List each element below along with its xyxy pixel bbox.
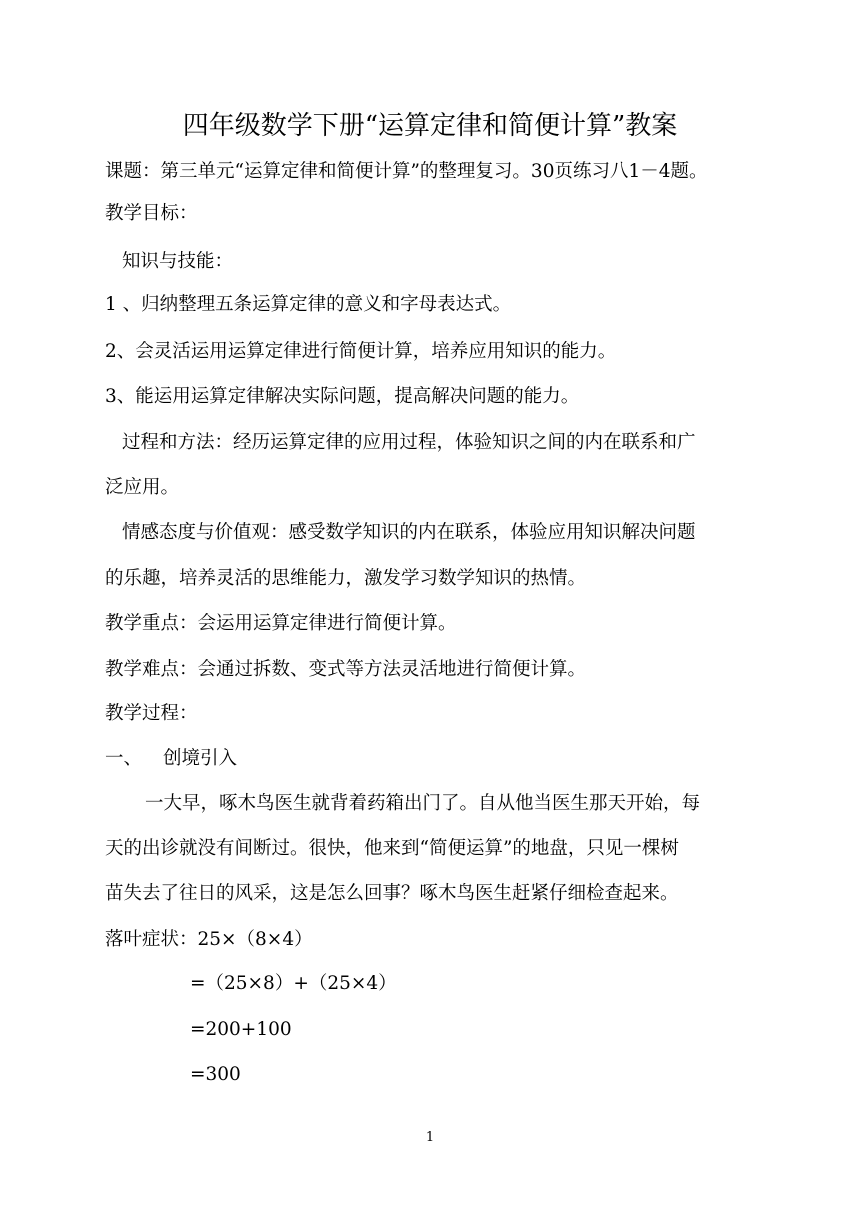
calc-step-2: =200+100 (190, 1019, 292, 1040)
symptom-expression: 落叶症状：25×（8×4） (105, 929, 313, 950)
goal-item-2: 2、会灵活运用运算定律进行简便计算，培养应用知识的能力。 (105, 341, 617, 362)
emotion-attitude-line-1: 情感态度与价值观：感受数学知识的内在联系，体验应用知识解决问题 (122, 522, 696, 543)
section-number: 一、 (105, 748, 143, 769)
story-line-2: 天的出诊就没有间断过。很快，他来到“简便运算”的地盘，只见一棵树 (105, 838, 679, 859)
calc-step-1: =（25×8）+（25×4） (190, 973, 397, 994)
goal-item-1: 1 、归纳整理五条运算定律的意义和字母表达式。 (105, 294, 512, 315)
story-line-1: 一大早，啄木鸟医生就背着药箱出门了。自从他当医生那天开始，每 (145, 793, 701, 814)
story-line-3: 苗失去了往日的风采，这是怎么回事？啄木鸟医生赶紧仔细检查起来。 (105, 883, 679, 904)
process-method-line-1: 过程和方法：经历运算定律的应用过程，体验知识之间的内在联系和广 (122, 432, 696, 453)
knowledge-skills-label: 知识与技能： (122, 251, 234, 272)
goal-item-3: 3、能运用运算定律解决实际问题，提高解决问题的能力。 (105, 386, 580, 407)
teaching-difficulty: 教学难点：会通过拆数、变式等方法灵活地进行简便计算。 (105, 659, 587, 680)
teaching-focus: 教学重点：会运用运算定律进行简便计算。 (105, 613, 457, 634)
document-title: 四年级数学下册“运算定律和简便计算”教案 (182, 111, 678, 141)
emotion-attitude-line-2: 的乐趣，培养灵活的思维能力，激发学习数学知识的热情。 (105, 568, 587, 589)
lesson-topic: 课题：第三单元“运算定律和简便计算”的整理复习。30页练习八1－4题。 (105, 161, 708, 182)
teaching-goals-label: 教学目标： (105, 203, 198, 224)
section-title: 创境引入 (163, 748, 238, 769)
teaching-process-label: 教学过程： (105, 703, 198, 724)
calc-step-3: =300 (190, 1064, 241, 1085)
page-number: 1 (425, 1130, 435, 1145)
process-method-line-2: 泛应用。 (105, 477, 180, 498)
